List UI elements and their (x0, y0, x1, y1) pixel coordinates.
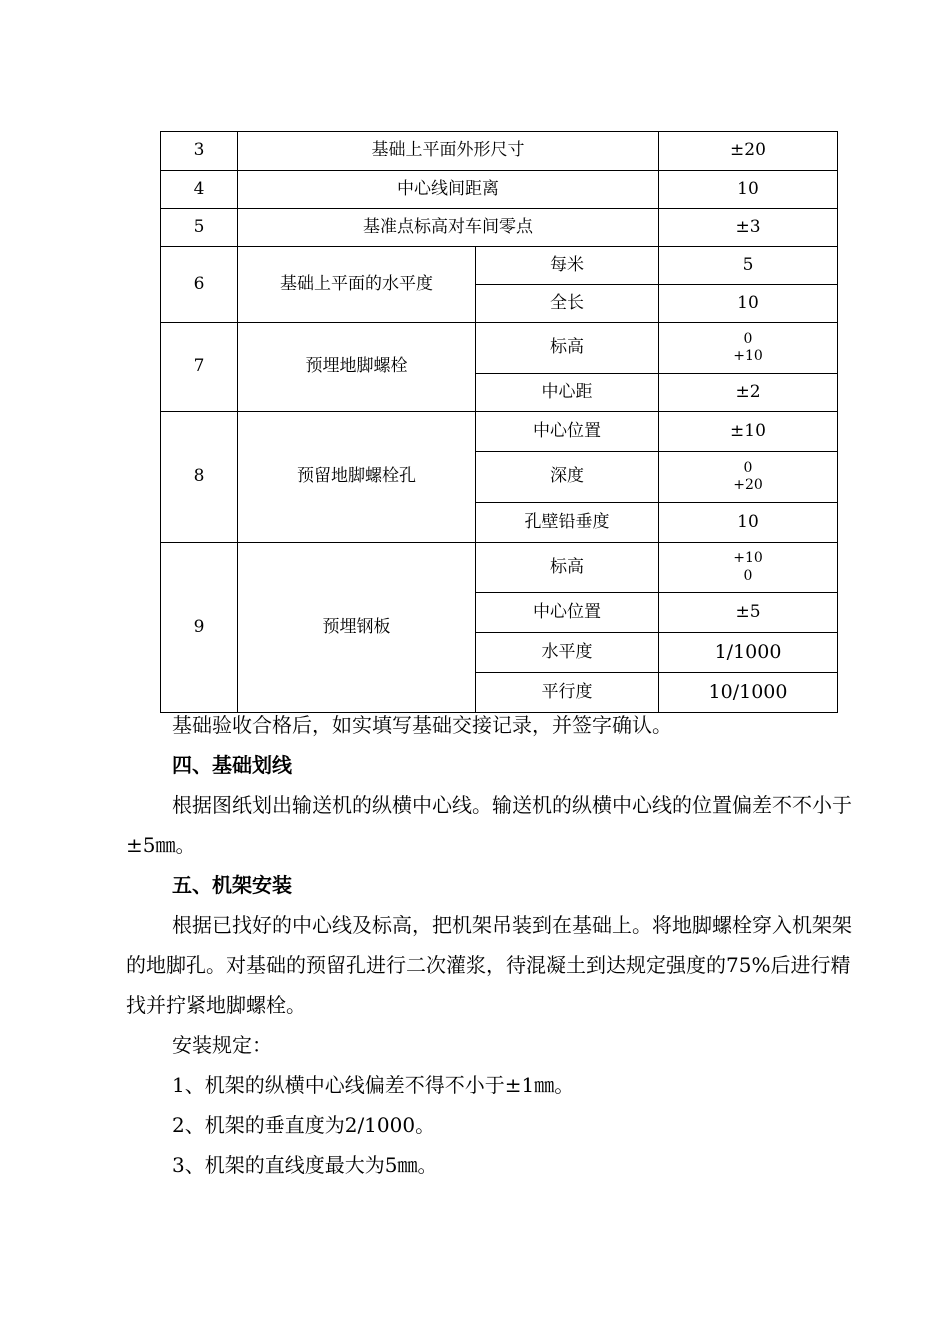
list-item: 2、机架的垂直度为2/1000。 (172, 1113, 436, 1137)
sub-item: 孔壁铅垂度 (476, 503, 659, 543)
sub-item: 中心位置 (476, 593, 659, 633)
table-row (161, 543, 838, 593)
sub-item: 水平度 (476, 633, 659, 673)
tolerance-value-range (659, 543, 838, 593)
tolerance-upper: 0 (743, 330, 753, 347)
list-item: 1、机架的纵横中心线偏差不得不小于±1㎜。 (172, 1073, 575, 1097)
item-name: 中心线间距离 (238, 171, 659, 209)
tolerance-value: ±20 (659, 132, 838, 171)
paragraph: 根据已找好的中心线及标高，把机架吊装到在基础上。将地脚螺栓穿入机架架的地脚孔。对基础的预留孔进行二次灌浆，待混凝土到达规定强度的75%后进行精找并拧紧地脚螺栓。 (126, 913, 852, 1017)
item-name: 基准点标高对车间零点 (238, 209, 659, 247)
section-heading: 四、基础划线 (172, 753, 292, 777)
table-row (161, 323, 838, 374)
tolerance-upper: +10 (733, 550, 763, 566)
item-name: 基础上平面的水平度 (238, 247, 476, 323)
sub-item: 中心距 (476, 374, 659, 412)
tolerance-value: 5 (659, 247, 838, 285)
row-number: 8 (161, 412, 238, 543)
item-name: 基础上平面外形尺寸 (238, 132, 659, 171)
tolerance-value-range (659, 323, 838, 374)
row-number: 5 (161, 209, 238, 247)
item-name: 预埋钢板 (238, 543, 476, 713)
tolerance-lower: 0 (743, 567, 753, 584)
paragraph: 基础验收合格后，如实填写基础交接记录，并签字确认。 (172, 713, 672, 737)
tolerance-value: 10 (659, 285, 838, 323)
tolerance-value: ±3 (659, 209, 838, 247)
paragraph: 根据图纸划出输送机的纵横中心线。输送机的纵横中心线的位置偏差不不小于±5㎜。 (126, 793, 852, 857)
tolerance-value-range (659, 452, 838, 503)
table-row (161, 247, 838, 285)
tolerance-value: 10 (659, 171, 838, 209)
sub-item: 全长 (476, 285, 659, 323)
tolerance-table (160, 131, 838, 713)
sub-item: 标高 (476, 543, 659, 593)
tolerance-upper: 0 (743, 459, 753, 476)
sub-item: 标高 (476, 323, 659, 374)
section-heading: 五、机架安装 (172, 873, 292, 897)
tolerance-value: 1/1000 (659, 633, 838, 673)
tolerance-value: 10 (659, 503, 838, 543)
table-row (161, 209, 838, 247)
row-number: 6 (161, 247, 238, 323)
tolerance-lower: +10 (733, 348, 763, 364)
table-row (161, 132, 838, 171)
sub-item: 每米 (476, 247, 659, 285)
item-name: 预埋地脚螺栓 (238, 323, 476, 412)
row-number: 3 (161, 132, 238, 171)
tolerance-value: 10/1000 (659, 673, 838, 713)
row-number: 7 (161, 323, 238, 412)
table-row (161, 412, 838, 452)
tolerance-value: ±5 (659, 593, 838, 633)
list-item: 3、机架的直线度最大为5㎜。 (172, 1153, 438, 1177)
tolerance-lower: +20 (733, 477, 763, 493)
sub-item: 平行度 (476, 673, 659, 713)
body-text (126, 705, 866, 1185)
tolerance-value: ±10 (659, 412, 838, 452)
table-row (161, 171, 838, 209)
paragraph: 安装规定： (172, 1033, 272, 1057)
sub-item: 中心位置 (476, 412, 659, 452)
sub-item: 深度 (476, 452, 659, 503)
item-name: 预留地脚螺栓孔 (238, 412, 476, 543)
row-number: 9 (161, 543, 238, 713)
row-number: 4 (161, 171, 238, 209)
tolerance-value: ±2 (659, 374, 838, 412)
